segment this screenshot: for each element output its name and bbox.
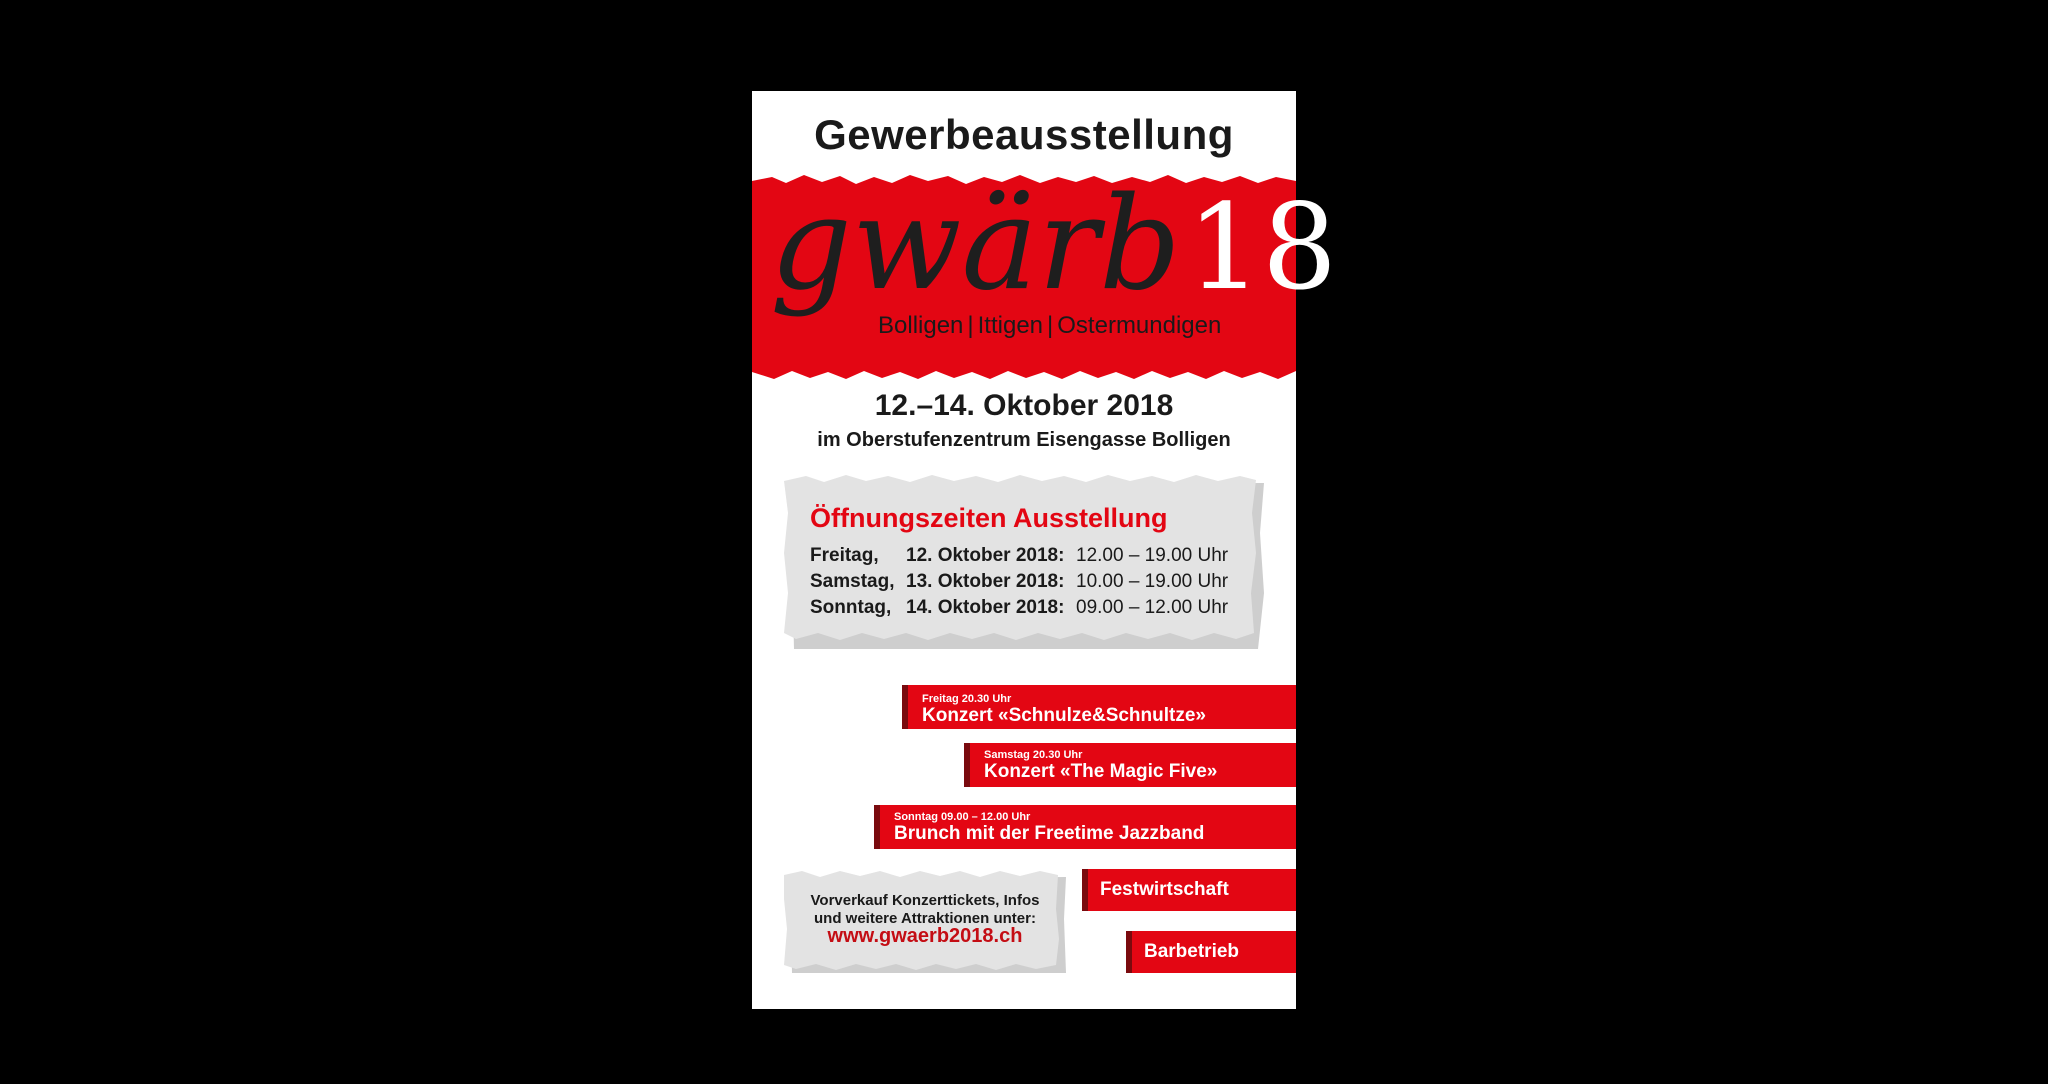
event-when: Sonntag 09.00 – 12.00 Uhr — [894, 811, 1031, 823]
event-title: Brunch mit der Freetime Jazzband — [894, 823, 1205, 844]
hours-row — [810, 569, 1236, 595]
extra-tag-barbetrieb — [1132, 931, 1296, 973]
hours-day: Samstag, — [810, 571, 895, 592]
event-when: Samstag 20.30 Uhr — [984, 749, 1083, 761]
info-line-2: und weitere Attraktionen unter: — [814, 910, 1036, 927]
hours-title: Öffnungszeiten Ausstellung — [810, 503, 1168, 533]
hours-date: 12. Oktober 2018: — [906, 545, 1065, 566]
hours-time: 12.00 – 19.00 Uhr — [1076, 545, 1229, 566]
logo-wordmark — [770, 170, 1338, 319]
town-ostermundigen: Ostermundigen — [1057, 312, 1222, 339]
event-tag-friday — [908, 685, 1296, 729]
hours-date: 13. Oktober 2018: — [906, 571, 1065, 592]
info-url-link[interactable]: www.gwaerb2018.ch — [827, 925, 1023, 947]
poster — [752, 91, 1338, 1009]
hours-time: 10.00 – 19.00 Uhr — [1076, 571, 1229, 592]
event-tag-saturday — [970, 743, 1296, 787]
event-tag-sunday — [880, 805, 1296, 849]
hours-row — [810, 595, 1236, 621]
towns-line: Bolligen | Ittigen | Ostermundigen — [878, 312, 1222, 339]
hours-day: Sonntag, — [810, 597, 892, 618]
town-ittigen: Ittigen — [977, 312, 1044, 339]
hours-table — [810, 543, 1236, 621]
info-line-1: Vorverkauf Konzerttickets, Infos — [810, 892, 1040, 909]
hours-row — [810, 543, 1236, 569]
event-venue: im Oberstufenzentrum Eisengasse Bolligen — [817, 429, 1231, 451]
logo-year: 18 — [1186, 178, 1338, 316]
event-title: Konzert «Schnulze&Schnultze» — [922, 705, 1206, 726]
logo-name: gwärb — [770, 170, 1181, 319]
poster-headline: Gewerbeausstellung — [814, 111, 1234, 158]
event-when: Freitag 20.30 Uhr — [922, 693, 1012, 705]
hours-date: 14. Oktober 2018: — [906, 597, 1065, 618]
event-title: Konzert «The Magic Five» — [984, 761, 1218, 782]
hours-time: 09.00 – 12.00 Uhr — [1076, 597, 1229, 618]
extra-label: Festwirtschaft — [1100, 879, 1229, 900]
extra-tag-festwirtschaft — [1088, 869, 1296, 911]
hours-day: Freitag, — [810, 545, 879, 566]
event-dates: 12.–14. Oktober 2018 — [874, 389, 1174, 422]
extra-label: Barbetrieb — [1144, 941, 1240, 962]
town-bolligen: Bolligen — [878, 312, 964, 339]
